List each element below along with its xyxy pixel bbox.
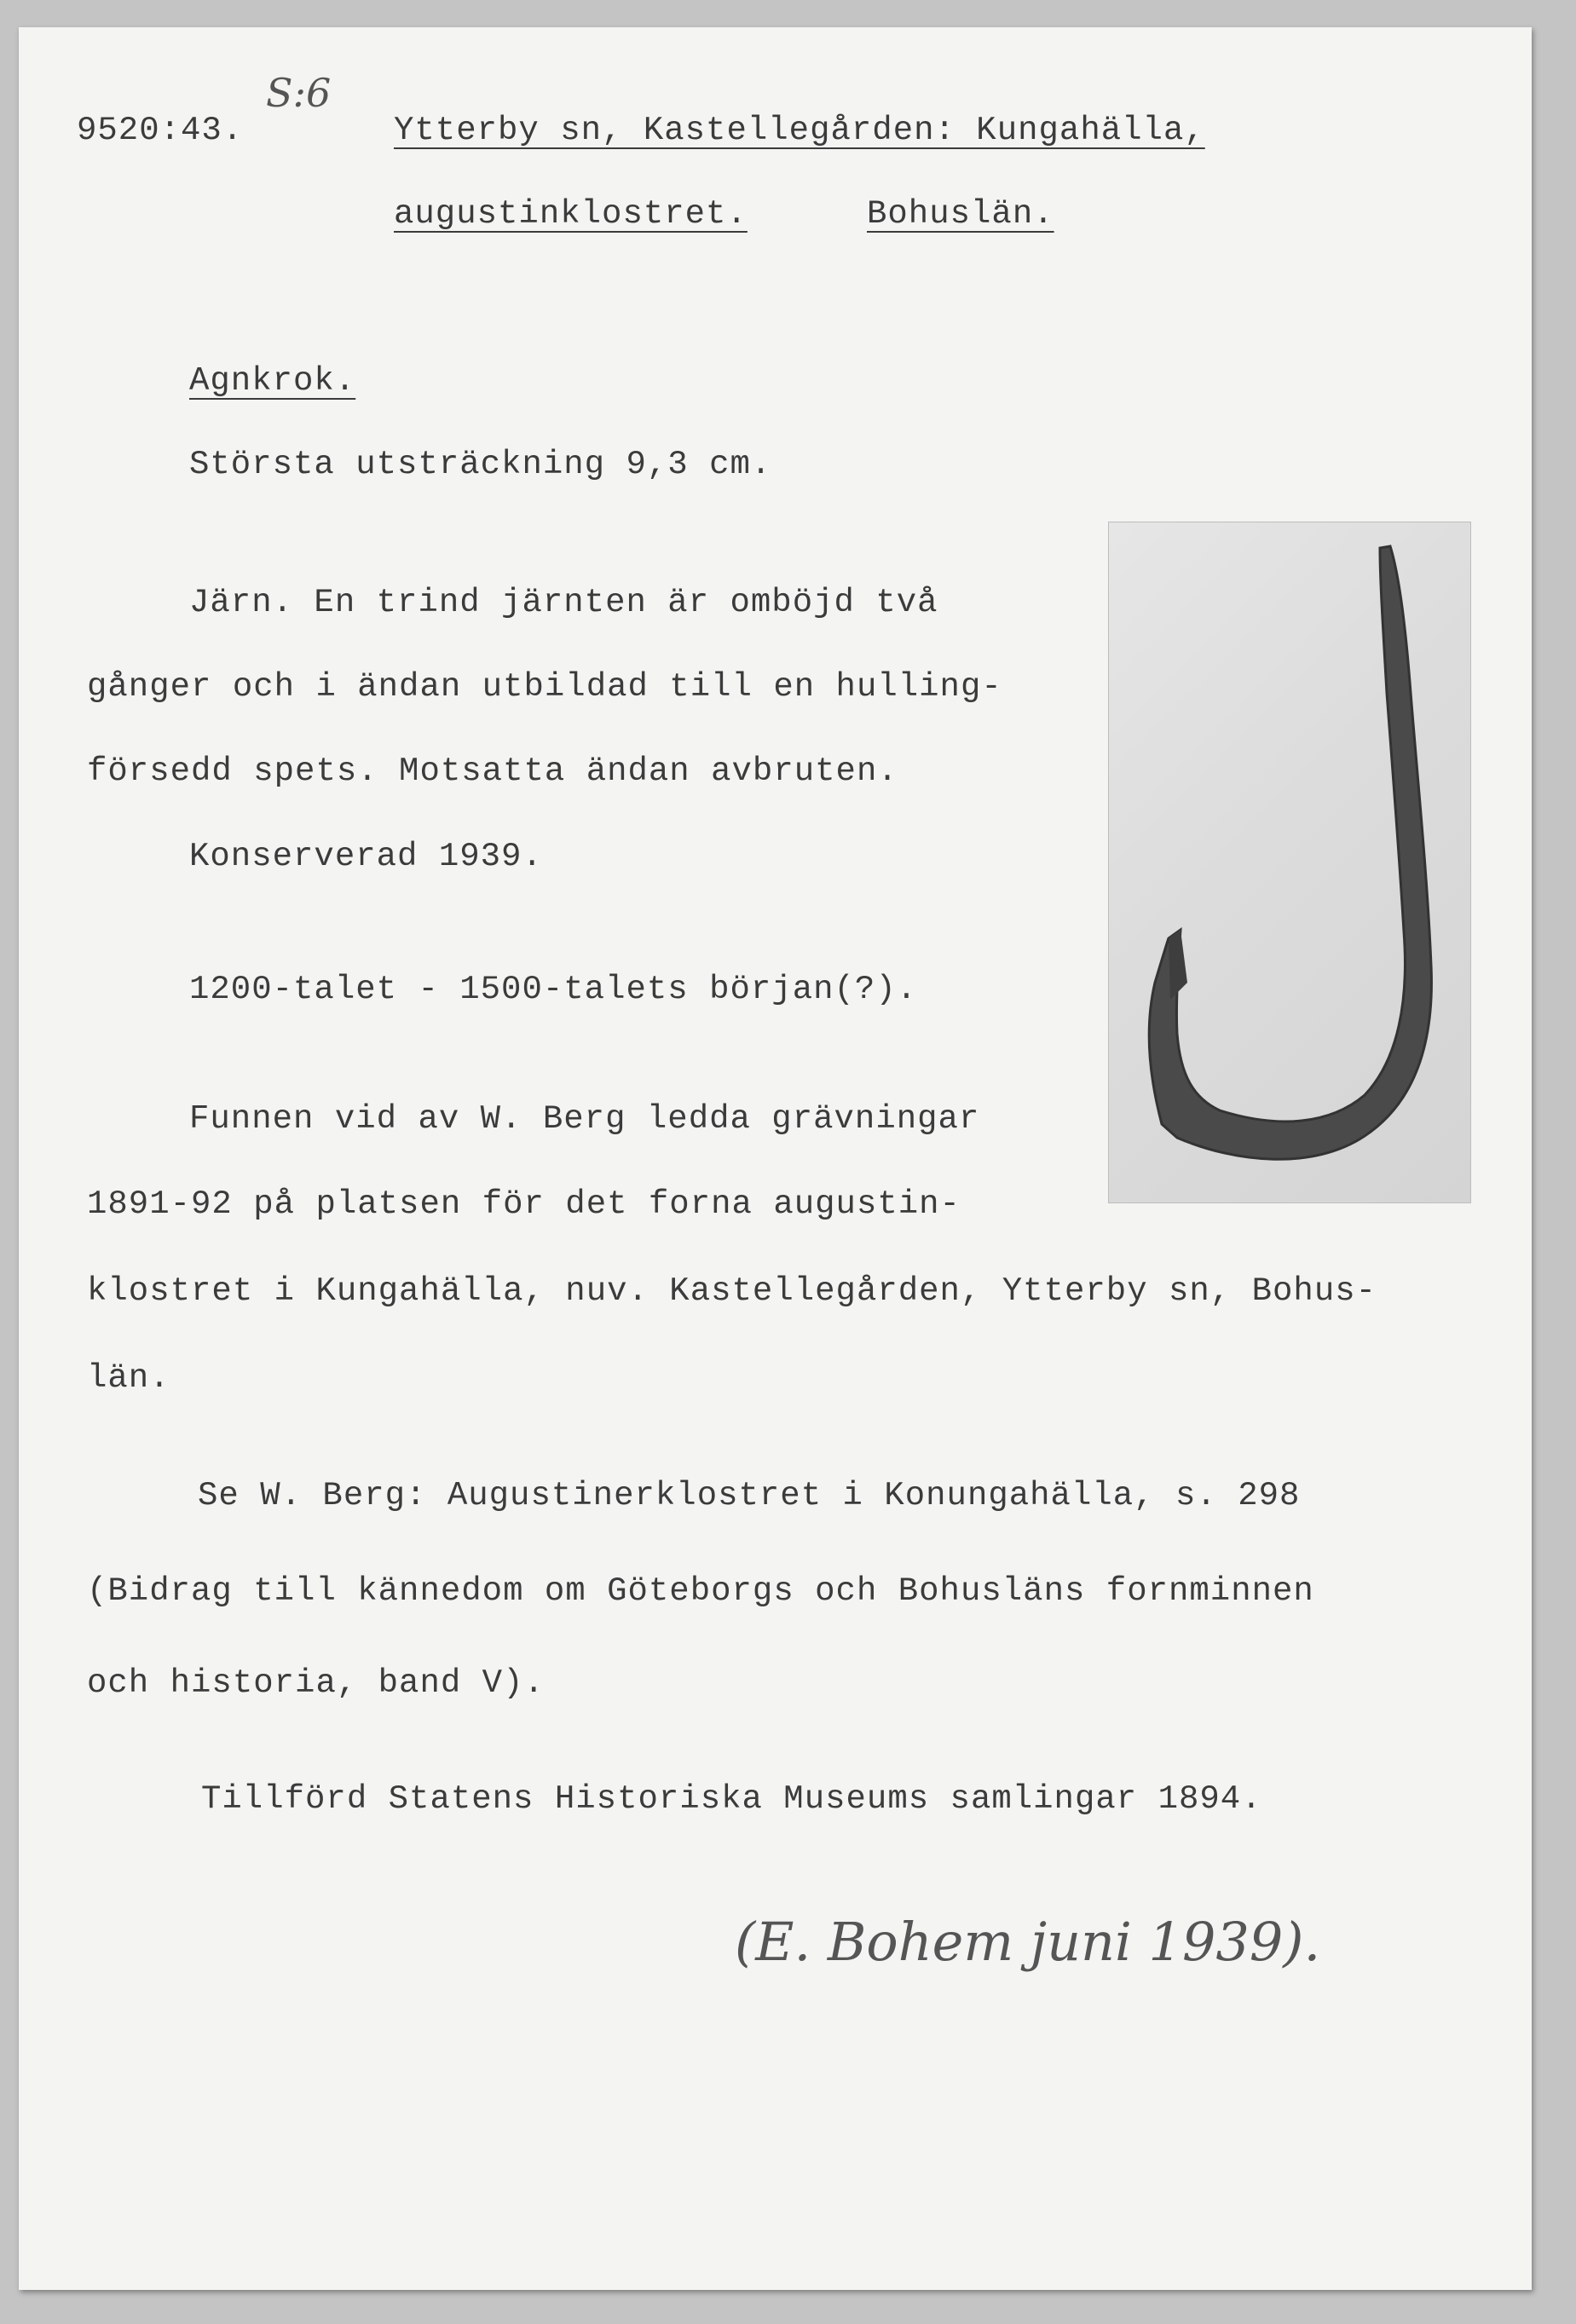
location-line-1: Ytterby sn, Kastellegården: Kungahälla, (394, 112, 1205, 149)
object-name: Agnkrok. (189, 362, 356, 400)
catalog-card (19, 27, 1532, 2290)
accession-note: Tillförd Statens Historiska Museums samlingar 1894. (201, 1780, 1262, 1818)
location-line-2: augustinklostret. (394, 195, 748, 233)
find-line-1: Funnen vid av W. Berg ledda grävningar (189, 1100, 980, 1138)
description-line-2: gånger och i ändan utbildad till en hulling- (87, 668, 1002, 706)
artifact-photo (1108, 522, 1471, 1203)
object-dimension: Största utsträckning 9,3 cm. (189, 446, 772, 483)
reference-line-3: och historia, band V). (87, 1664, 545, 1702)
conservation-note: Konserverad 1939. (189, 838, 543, 875)
description-line-1: Järn. En trind järnten är omböjd två (189, 584, 938, 621)
fish-hook-icon (1109, 522, 1470, 1202)
find-line-2: 1891-92 på platsen för det forna augustin- (87, 1185, 961, 1223)
description-line-3: försedd spets. Motsatta ändan avbruten. (87, 753, 898, 790)
handwritten-stamp: S:6 (266, 70, 332, 116)
region: Bohuslän. (867, 195, 1054, 233)
catalog-number: 9520:43. (77, 112, 244, 149)
dating: 1200-talet - 1500-talets början(?). (189, 971, 918, 1008)
reference-line-2: (Bidrag till kännedom om Göteborgs och Bohusläns fornminnen (87, 1572, 1314, 1610)
find-line-3: klostret i Kungahälla, nuv. Kastellegården, Ytterby sn, Bohus- (87, 1272, 1377, 1310)
reference-line-1: Se W. Berg: Augustinerklostret i Konungahälla, s. 298 (198, 1477, 1301, 1514)
handwritten-signature: (E. Bohem juni 1939). (735, 1911, 1321, 1973)
find-line-4: län. (87, 1359, 170, 1397)
